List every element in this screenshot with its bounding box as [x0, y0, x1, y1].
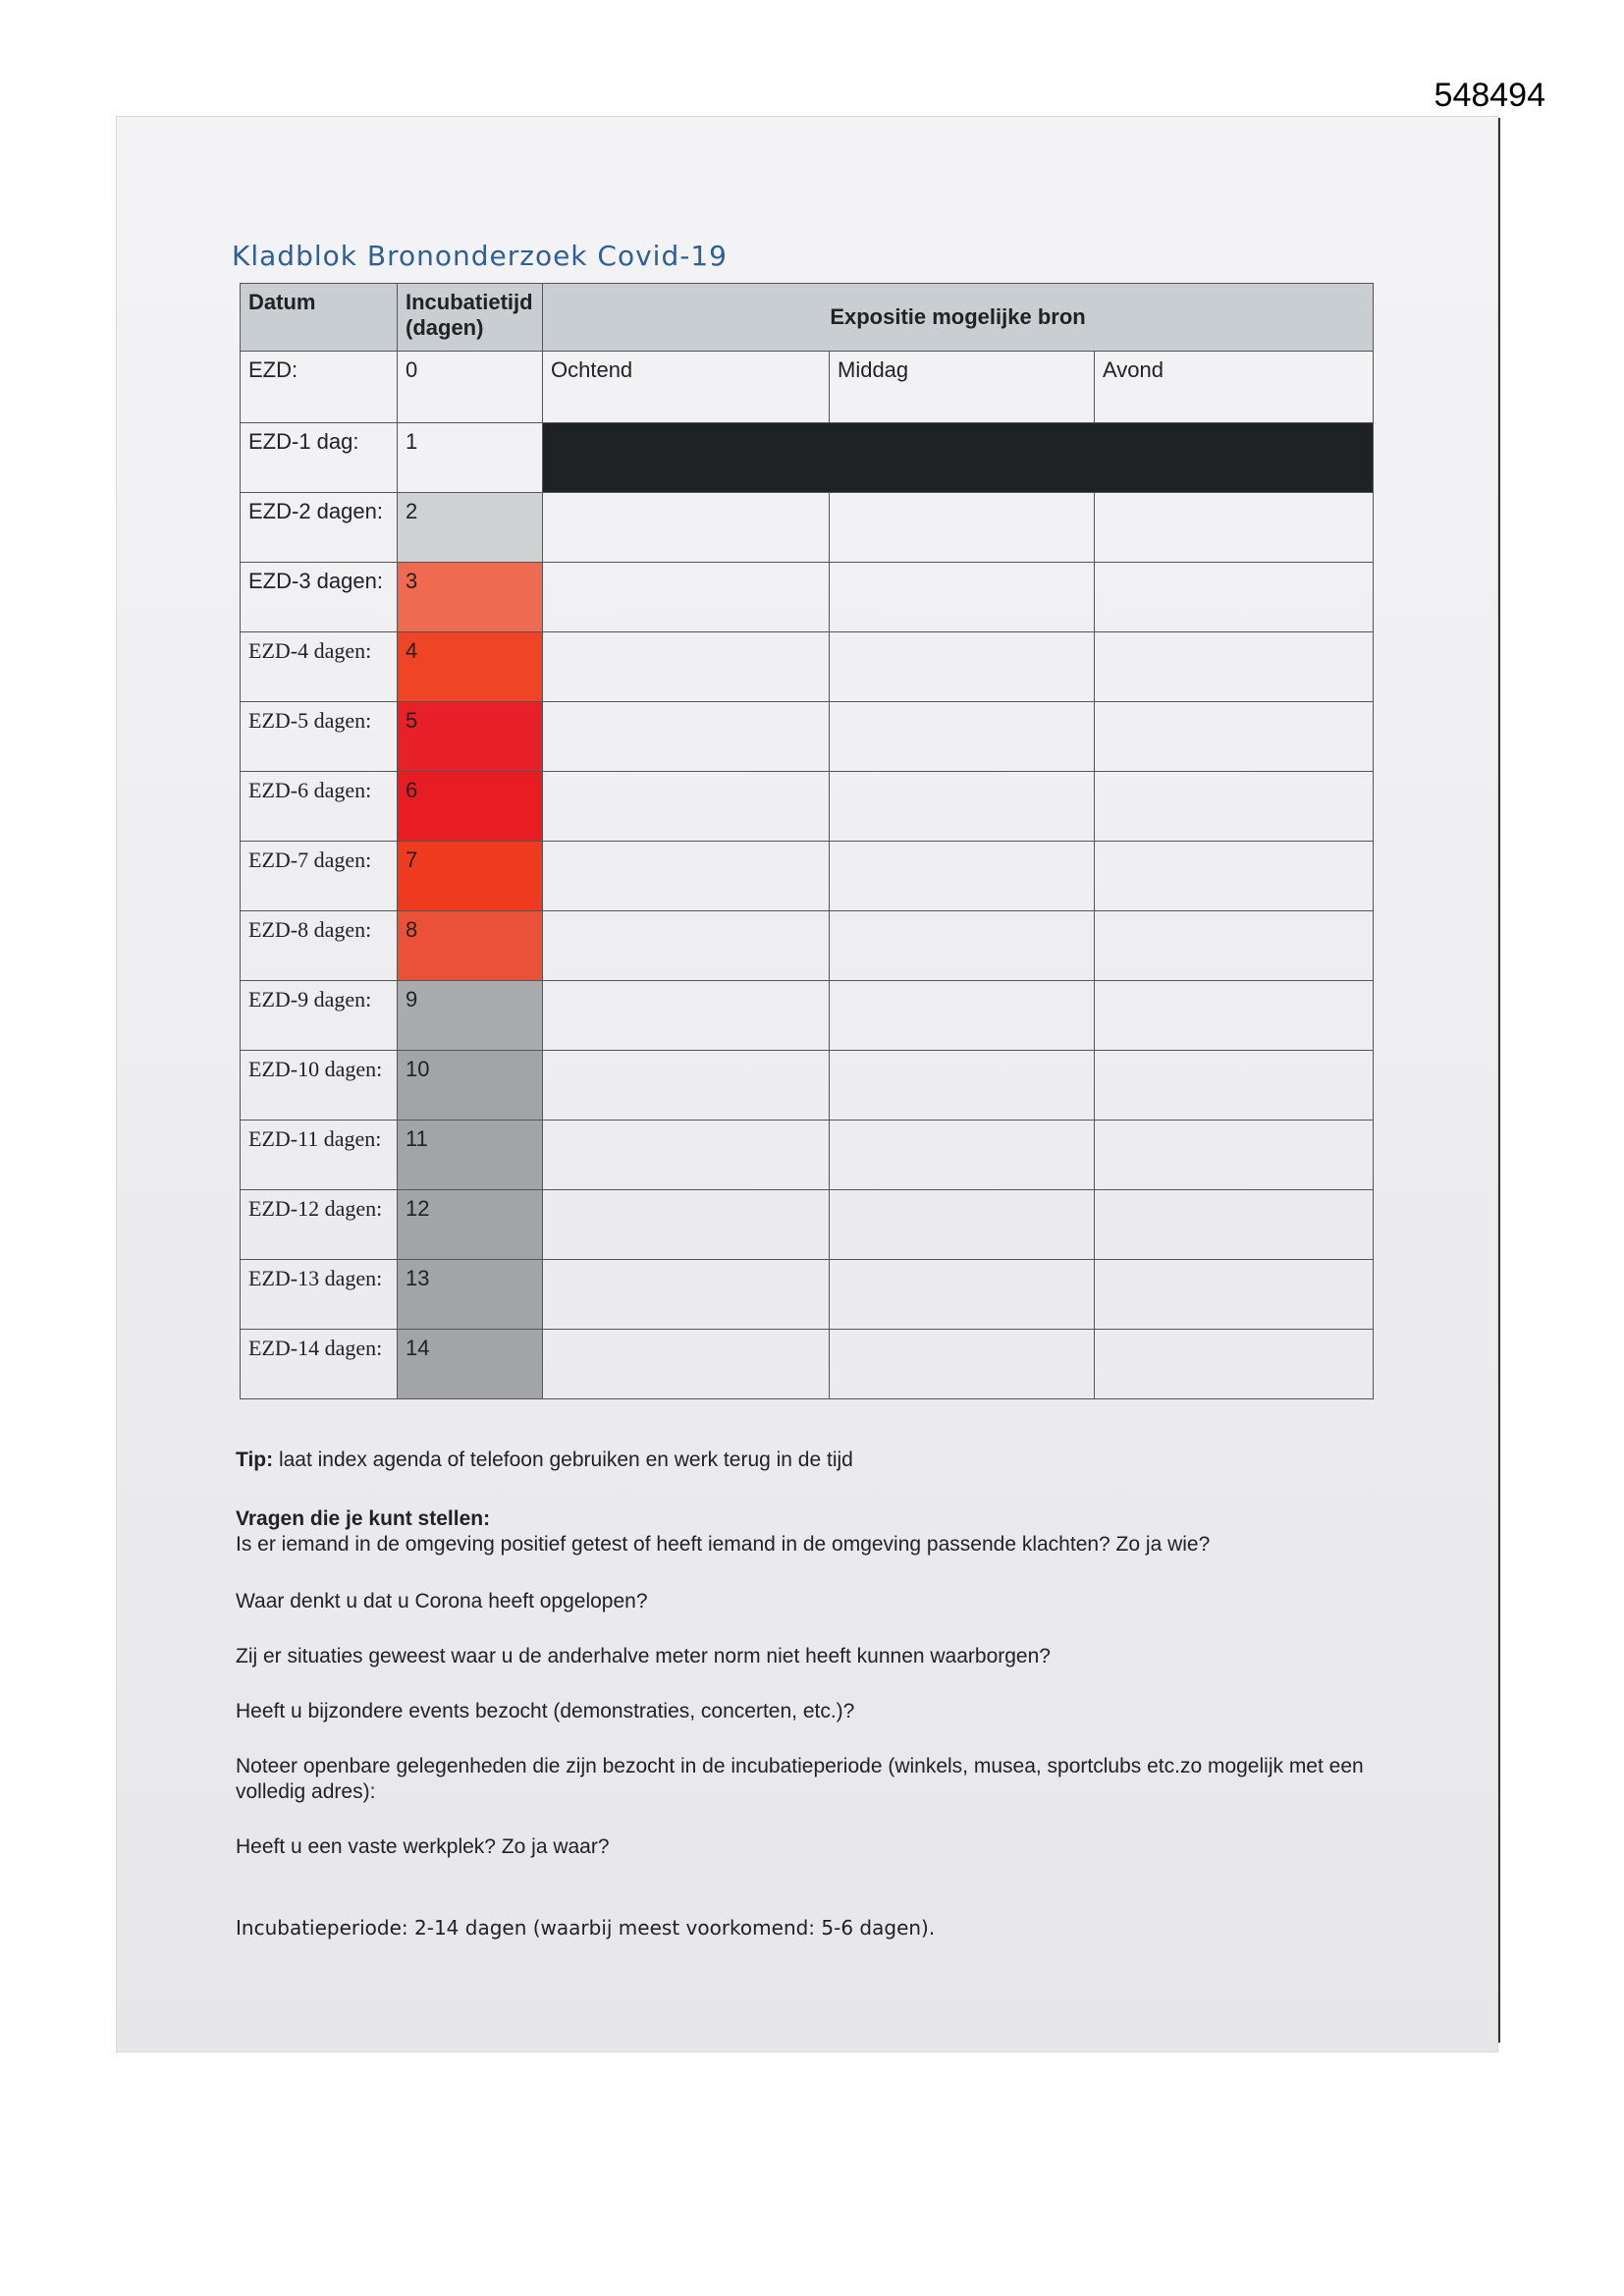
blacked-out-band	[543, 423, 1374, 493]
table-row	[241, 772, 1374, 842]
row-label: EZD-12 dagen:	[241, 1190, 398, 1260]
table-row	[241, 423, 1374, 493]
cell-ochtend[interactable]	[543, 911, 830, 981]
table-row	[241, 702, 1374, 772]
row-label: EZD-11 dagen:	[241, 1121, 398, 1190]
table-row	[241, 632, 1374, 702]
cell-ochtend[interactable]	[543, 1051, 830, 1121]
row-days: 1	[398, 423, 543, 493]
cell-avond[interactable]	[1095, 1190, 1374, 1260]
cell-ochtend[interactable]	[543, 702, 830, 772]
row-label: EZD:	[241, 352, 398, 423]
row-days: 3	[398, 563, 543, 632]
question-item: Zij er situaties geweest waar u de anderhalve meter norm niet heeft kunnen waarborgen?	[236, 1645, 1051, 1667]
question-item: Is er iemand in de omgeving positief getest of heeft iemand in de omgeving passende klachten? Zo ja wie?	[236, 1533, 1211, 1556]
question-item: Heeft u bijzondere events bezocht (demonstraties, concerten, etc.)?	[236, 1700, 855, 1722]
row-label: EZD-7 dagen:	[241, 842, 398, 911]
cell-middag[interactable]	[830, 632, 1095, 702]
row-label: EZD-9 dagen:	[241, 981, 398, 1051]
exposure-table	[240, 283, 1374, 1399]
cell-ochtend[interactable]	[543, 632, 830, 702]
cell-ochtend[interactable]	[543, 1330, 830, 1399]
row-days: 13	[398, 1260, 543, 1330]
cell-middag[interactable]	[830, 1121, 1095, 1190]
cell-ochtend[interactable]	[543, 493, 830, 563]
cell-middag[interactable]	[830, 1330, 1095, 1399]
row-days: 9	[398, 981, 543, 1051]
cell-avond[interactable]	[1095, 842, 1374, 911]
cell-ochtend[interactable]	[543, 563, 830, 632]
cell-middag[interactable]	[830, 911, 1095, 981]
row-label: EZD-8 dagen:	[241, 911, 398, 981]
row-days: 11	[398, 1121, 543, 1190]
cell-middag[interactable]	[830, 702, 1095, 772]
table-row	[241, 1260, 1374, 1330]
cell-ochtend[interactable]	[543, 772, 830, 842]
document-id: 548494	[1434, 77, 1545, 114]
cell-ochtend[interactable]	[543, 1190, 830, 1260]
header-incubatie: Incubatietijd (dagen)	[398, 284, 543, 352]
cell-avond[interactable]	[1095, 493, 1374, 563]
table-row	[241, 352, 1374, 423]
cell-ochtend[interactable]	[543, 1121, 830, 1190]
subheader-ochtend[interactable]: Ochtend	[543, 352, 830, 423]
cell-avond[interactable]	[1095, 911, 1374, 981]
row-days: 10	[398, 1051, 543, 1121]
cell-middag[interactable]	[830, 772, 1095, 842]
form-title: Kladblok Brononderzoek Covid-19	[232, 240, 728, 272]
cell-avond[interactable]	[1095, 632, 1374, 702]
table-row	[241, 911, 1374, 981]
cell-avond[interactable]	[1095, 1260, 1374, 1330]
table-row	[241, 1330, 1374, 1399]
cell-ochtend[interactable]	[543, 981, 830, 1051]
subheader-avond[interactable]: Avond	[1095, 352, 1374, 423]
row-days: 8	[398, 911, 543, 981]
incubation-footer: Incubatieperiode: 2-14 dagen (waarbij meest voorkomend: 5-6 dagen).	[236, 1916, 936, 1940]
cell-avond[interactable]	[1095, 563, 1374, 632]
cell-middag[interactable]	[830, 563, 1095, 632]
row-label: EZD-10 dagen:	[241, 1051, 398, 1121]
table-header-row	[241, 284, 1374, 352]
row-days: 5	[398, 702, 543, 772]
row-label: EZD-14 dagen:	[241, 1330, 398, 1399]
question-item: Noteer openbare gelegenheden die zijn bezocht in de incubatieperiode (winkels, musea, sportclubs etc.zo mogelijk met een volledig adres):	[236, 1755, 1364, 1803]
row-days: 12	[398, 1190, 543, 1260]
cell-middag[interactable]	[830, 1051, 1095, 1121]
questions-block	[236, 1506, 1384, 1558]
table-row	[241, 981, 1374, 1051]
cell-middag[interactable]	[830, 493, 1095, 563]
cell-avond[interactable]	[1095, 1121, 1374, 1190]
cell-middag[interactable]	[830, 981, 1095, 1051]
row-label: EZD-2 dagen:	[241, 493, 398, 563]
cell-avond[interactable]	[1095, 1051, 1374, 1121]
cell-avond[interactable]	[1095, 981, 1374, 1051]
header-datum: Datum	[241, 284, 398, 352]
row-days: 0	[398, 352, 543, 423]
question-item: Heeft u een vaste werkplek? Zo ja waar?	[236, 1835, 610, 1858]
header-expositie: Expositie mogelijke bron	[543, 284, 1374, 352]
cell-middag[interactable]	[830, 1260, 1095, 1330]
row-label: EZD-5 dagen:	[241, 702, 398, 772]
row-days: 6	[398, 772, 543, 842]
row-label: EZD-3 dagen:	[241, 563, 398, 632]
table-row	[241, 1121, 1374, 1190]
table-row	[241, 563, 1374, 632]
row-days: 7	[398, 842, 543, 911]
row-label: EZD-6 dagen:	[241, 772, 398, 842]
row-days: 2	[398, 493, 543, 563]
table-row	[241, 493, 1374, 563]
cell-avond[interactable]	[1095, 772, 1374, 842]
cell-ochtend[interactable]	[543, 842, 830, 911]
table-row	[241, 842, 1374, 911]
questions-heading: Vragen die je kunt stellen:	[236, 1507, 491, 1530]
paper-edge	[1451, 118, 1500, 2043]
table-row	[241, 1190, 1374, 1260]
row-label: EZD-4 dagen:	[241, 632, 398, 702]
row-days: 14	[398, 1330, 543, 1399]
row-label: EZD-13 dagen:	[241, 1260, 398, 1330]
cell-middag[interactable]	[830, 842, 1095, 911]
cell-ochtend[interactable]	[543, 1260, 830, 1330]
cell-avond[interactable]	[1095, 1330, 1374, 1399]
subheader-middag[interactable]: Middag	[830, 352, 1095, 423]
tip-label: Tip:	[236, 1449, 274, 1471]
row-days: 4	[398, 632, 543, 702]
table-row	[241, 1051, 1374, 1121]
row-label: EZD-1 dag:	[241, 423, 398, 493]
tip-line	[236, 1448, 1384, 1473]
tip-text: laat index agenda of telefoon gebruiken en werk terug in de tijd	[273, 1449, 853, 1471]
question-item: Waar denkt u dat u Corona heeft opgelopen?	[236, 1590, 648, 1613]
cell-avond[interactable]	[1095, 702, 1374, 772]
cell-middag[interactable]	[830, 1190, 1095, 1260]
